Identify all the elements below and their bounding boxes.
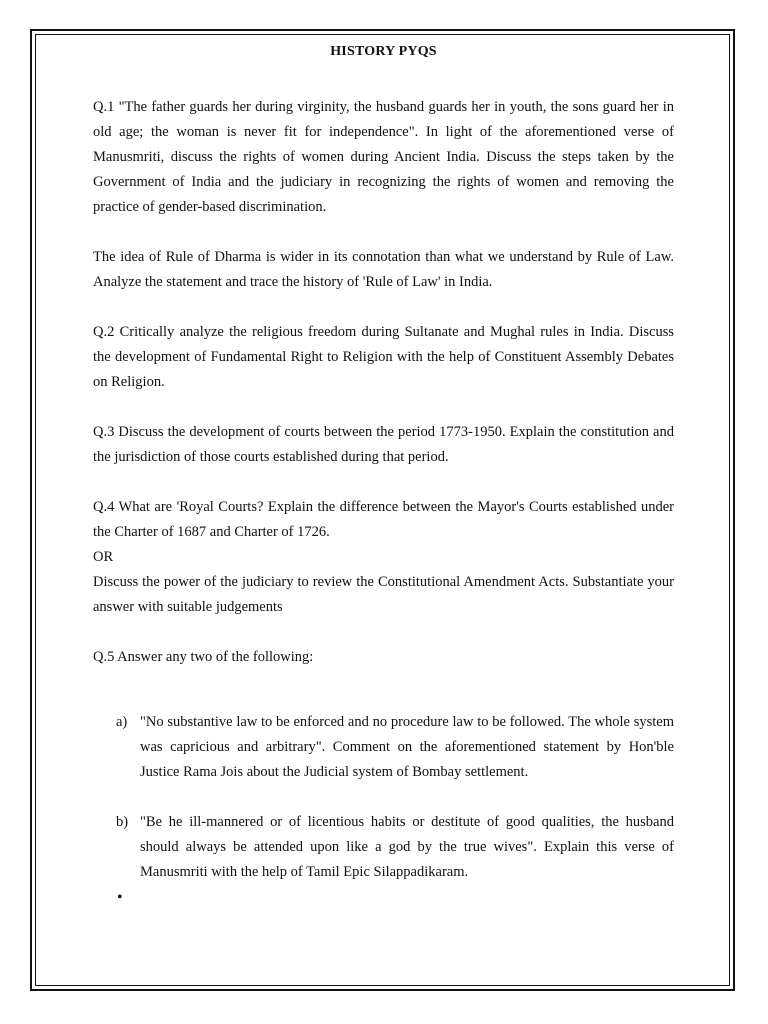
- spacer: [93, 470, 674, 495]
- question-5-options-continued: [93, 810, 674, 885]
- list-marker: a): [116, 714, 128, 730]
- spacer: [93, 785, 674, 810]
- question-5-options: [93, 710, 674, 785]
- question-1-alternative: The idea of Rule of Dharma is wider in its connotation than what we understand by Rule of Law. Analyze the statement and trace the history of 'Rule of Law' in India.: [93, 249, 674, 290]
- question-4-alternative: Discuss the power of the judiciary to review the Constitutional Amendment Acts. Substantiate your answer with suitable judgements: [93, 574, 674, 615]
- list-item: [93, 710, 674, 785]
- question-1: Q.1 "The father guards her during virginity, the husband guards her in youth, the sons guard her in old age; the woman is never fit for independence". In light of the aforementioned verse of Manusmriti, discuss the rights of women during Ancient India. Discuss the steps taken by the Government of India and the judiciary in recognizing the rights of women and removing the practice of gender-based discrimination.: [93, 99, 674, 215]
- spacer: [93, 395, 674, 420]
- question-2: Q.2 Critically analyze the religious freedom during Sultanate and Mughal rules in India. Discuss the development of Fundamental Right to Religion with the help of Constituent Assembly Debates on Religion.: [93, 324, 674, 390]
- spacer: [93, 220, 674, 245]
- question-3: Q.3 Discuss the development of courts between the period 1773-1950. Explain the constitution and the jurisdiction of those courts established during that period.: [93, 424, 674, 465]
- question-5: Q.5 Answer any two of the following:: [93, 649, 314, 665]
- empty-bullet-row: [93, 885, 674, 910]
- bullet-icon: •: [117, 889, 123, 906]
- list-item: [93, 810, 674, 885]
- spacer: [93, 620, 674, 645]
- list-item-text: "Be he ill-mannered or of licentious habits or destitute of good qualities, the husband should always be attended upon like a god by the true wives". Explain this verse of Manusmriti with the help of Tamil Epic Silappadikaram.: [140, 814, 674, 880]
- spacer: [93, 295, 674, 320]
- document-title: HISTORY PYQS: [330, 44, 437, 59]
- document-body: [93, 42, 674, 910]
- list-marker: b): [116, 814, 129, 830]
- or-label: OR: [93, 549, 114, 565]
- list-item-text: "No substantive law to be enforced and no procedure law to be followed. The whole system was capricious and arbitrary". Comment on the aforementioned statement by Hon'ble Justice Rama Jois about the Judicial system of Bombay settlement.: [140, 714, 674, 780]
- spacer: [93, 670, 674, 710]
- question-4: Q.4 What are 'Royal Courts? Explain the difference between the Mayor's Courts established under the Charter of 1687 and Charter of 1726.: [93, 499, 674, 540]
